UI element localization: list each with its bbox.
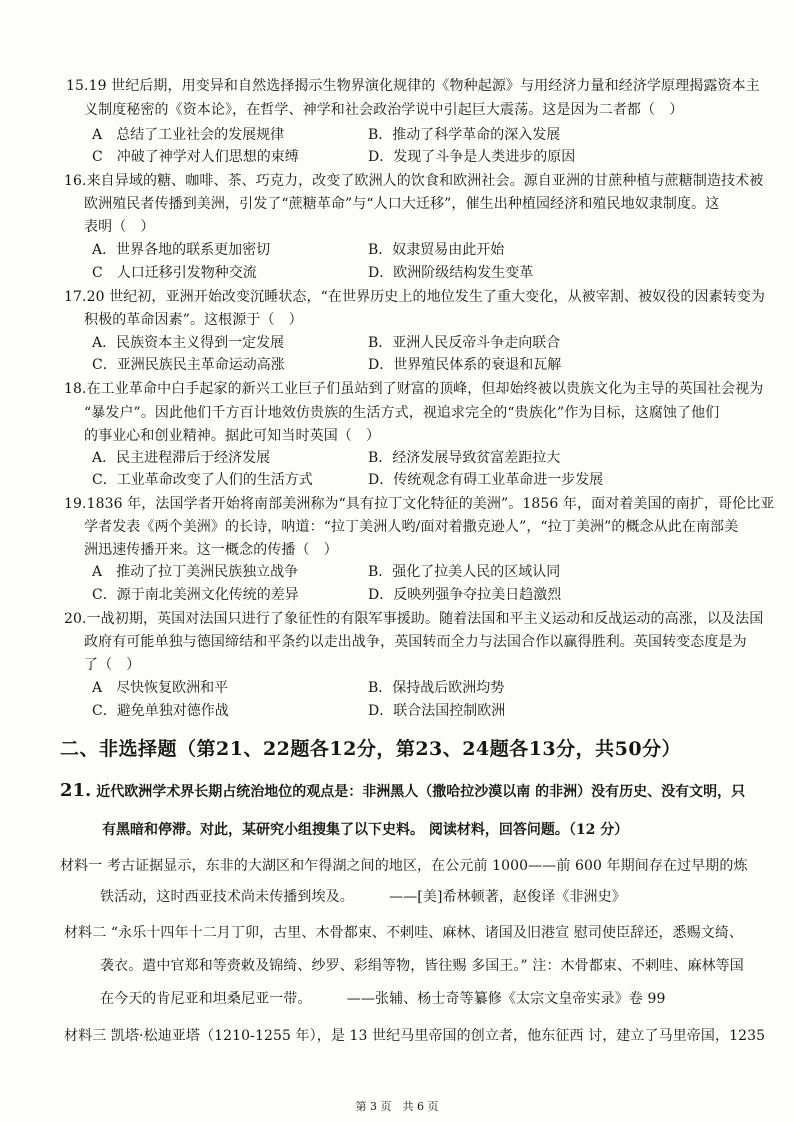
question-18-option-c: C．工业革命改变了人们的生活方式	[92, 472, 313, 488]
question-17-line-1: 17.20 世纪初，亚洲开始改变沉睡状态，“在世界历史上的地位发生了重大变化，从被宰割、被奴役的因素转变为	[64, 289, 765, 305]
question-18-option-a: A．民主进程滞后于经济发展	[92, 450, 271, 466]
question-19-option-d: D．反映列强争夺拉美日趋激烈	[368, 587, 562, 603]
question-17-option-b: B．亚洲人民反帝斗争走向联合	[368, 335, 561, 351]
question-15-line-2: 义制度秘密的《资本论》，在哲学、神学和社会政治学说中引起巨大震荡。这是因为二者都（ ）	[84, 102, 684, 118]
question-15-option-a: A 总结了工业社会的发展规律	[92, 127, 285, 143]
question-18-line-3: 的事业心和创业精神。据此可知当时英国（ ）	[84, 428, 381, 444]
material-2-line-3: 在今天的肯尼亚和坦桑尼亚一带。 ——张辅、杨士奇等纂修《太宗文皇帝实录》卷 99	[100, 991, 666, 1007]
question-17-option-a: A．民族资本主义得到一定发展	[92, 335, 285, 351]
material-1-line-2: 铁活动，这时西亚技术尚未传播到埃及。 ——[美]希林顿著，赵俊译《非洲史》	[100, 889, 626, 905]
question-20-option-a: A 尽快恢复欧洲和平	[92, 680, 229, 696]
section-2-heading: 二、非选择题（第21、22题各12分，第23、24题各13分，共50分）	[60, 738, 682, 760]
question-21-line-2: 有黑暗和停滞。对此，某研究小组搜集了以下史料。 阅读材料，回答问题。（12 分）	[102, 822, 629, 838]
question-19-option-c: C．源于南北美洲文化传统的差异	[92, 587, 299, 603]
question-19-option-b: B．强化了拉美人民的区域认同	[368, 564, 561, 580]
question-19-option-a: A 推动了拉丁美洲民族独立战争	[92, 564, 299, 580]
question-16-option-d: D．欧洲阶级结构发生变革	[368, 265, 534, 281]
question-18-option-d: D．传统观念有碍工业革命进一步发展	[368, 472, 604, 488]
question-20-option-d: D．联合法国控制欧洲	[368, 703, 506, 719]
question-19-line-3: 洲迅速传播开来。这一概念的传播（ ）	[84, 542, 338, 558]
question-19-line-2: 学者发表《两个美洲》的长诗，呐道：“拉丁美洲人哟/面对着撒克逊人”，“拉丁美洲”的概念从此在南部美	[84, 519, 739, 535]
question-15-option-c: C 冲破了神学对人们思想的束缚	[92, 149, 299, 165]
question-20-line-2: 政府有可能单独与德国缔结和平条约以走出战争，英国转而全力与法国合作以赢得胜利。英国转变态度是为	[84, 634, 747, 650]
question-16-line-1: 16.来自异域的糖、咖啡、茶、巧克力，改变了欧洲人的饮食和欧洲社会。源自亚洲的甘蔗种植与蔗糖制造技术被	[64, 173, 764, 189]
material-2-line-1: 材料二 “永乐十四年十二月丁卯，古里、木骨都束、不剌哇、麻林、诸国及旧港宣 慰司使臣辞还，悉赐文绮、	[64, 925, 744, 941]
question-21-text-1: 近代欧洲学术界长期占统治地位的观点是：非洲黑人（撒哈拉沙漠以南 的非洲）没有历史、没有文明，只	[96, 784, 746, 800]
question-15-option-d: D．发现了斗争是人类进步的原因	[368, 149, 576, 165]
question-17-line-2: 积极的革命因素”。这根源于（ ）	[84, 312, 303, 328]
question-20-option-c: C．避免单独对德作战	[92, 703, 229, 719]
question-16-option-c: C 人口迁移引发物种交流	[92, 265, 257, 281]
question-20-line-1: 20.一战初期，英国对法国只进行了象征性的有限军事援助。随着法国和平主义运动和反战运动的高涨，以及法国	[64, 611, 764, 627]
question-16-line-3: 表明（ ）	[84, 219, 155, 235]
question-16-option-b: B．奴隶贸易由此开始	[368, 242, 505, 258]
question-18-line-2: “暴发户”。因此他们千方百计地效仿贵族的生活方式，视追求完全的“贵族化”作为目标，这腐蚀了他们	[84, 405, 720, 421]
question-17-option-c: C．亚洲民族民主革命运动高涨	[92, 357, 285, 373]
question-20-line-3: 了（ ）	[84, 657, 141, 673]
material-3-line-1: 材料三 凯塔·松迪亚塔（1210-1255 年），是 13 世纪马里帝国的创立者，他东征西 讨，建立了马里帝国，1235	[64, 1028, 766, 1044]
question-15-option-b: B．推动了科学革命的深入发展	[368, 127, 561, 143]
question-20-option-b: B．保持战后欧洲均势	[368, 680, 505, 696]
material-2-line-2: 袭衣。遣中官郑和等赍敕及锦绮、纱罗、彩绢等物，皆往赐 多国王。” 注：木骨都束、不剌哇、麻林等国	[100, 958, 744, 974]
question-18-line-1: 18.在工业革命中白手起家的新兴工业巨子们虽站到了财富的顶峰，但却始终被以贵族文化为主导的英国社会视为	[64, 381, 764, 397]
question-17-option-d: D．世界殖民体系的衰退和瓦解	[368, 357, 562, 373]
question-16-line-2: 欧洲殖民者传播到美洲，引发了“蔗糖革命”与“人口大迁移”，催生出种植园经济和殖民地奴隶制度。这	[84, 196, 720, 212]
question-21-number: 21.	[60, 780, 92, 801]
page-footer: 第 3 页 共 6 页	[355, 1100, 439, 1113]
question-15-line-1: 15.19 世纪后期，用变异和自然选择揭示生物界演化规律的《物种起源》与用经济力量和经济学原理揭露资本主	[66, 78, 760, 94]
question-16-option-a: A．世界各地的联系更加密切	[92, 242, 271, 258]
material-1-line-1: 材料一 考古证据显示，东非的大湖区和乍得湖之间的地区，在公元前 1000——前 600 年期间存在过早期的炼	[60, 858, 748, 874]
question-21-line-1	[60, 781, 745, 802]
question-18-option-b: B．经济发展导致贫富差距拉大	[368, 450, 561, 466]
question-19-line-1: 19.1836 年，法国学者开始将南部美洲称为“具有拉丁文化特征的美洲”。1856 年，面对着美国的南扩，哥伦比亚	[64, 496, 775, 512]
